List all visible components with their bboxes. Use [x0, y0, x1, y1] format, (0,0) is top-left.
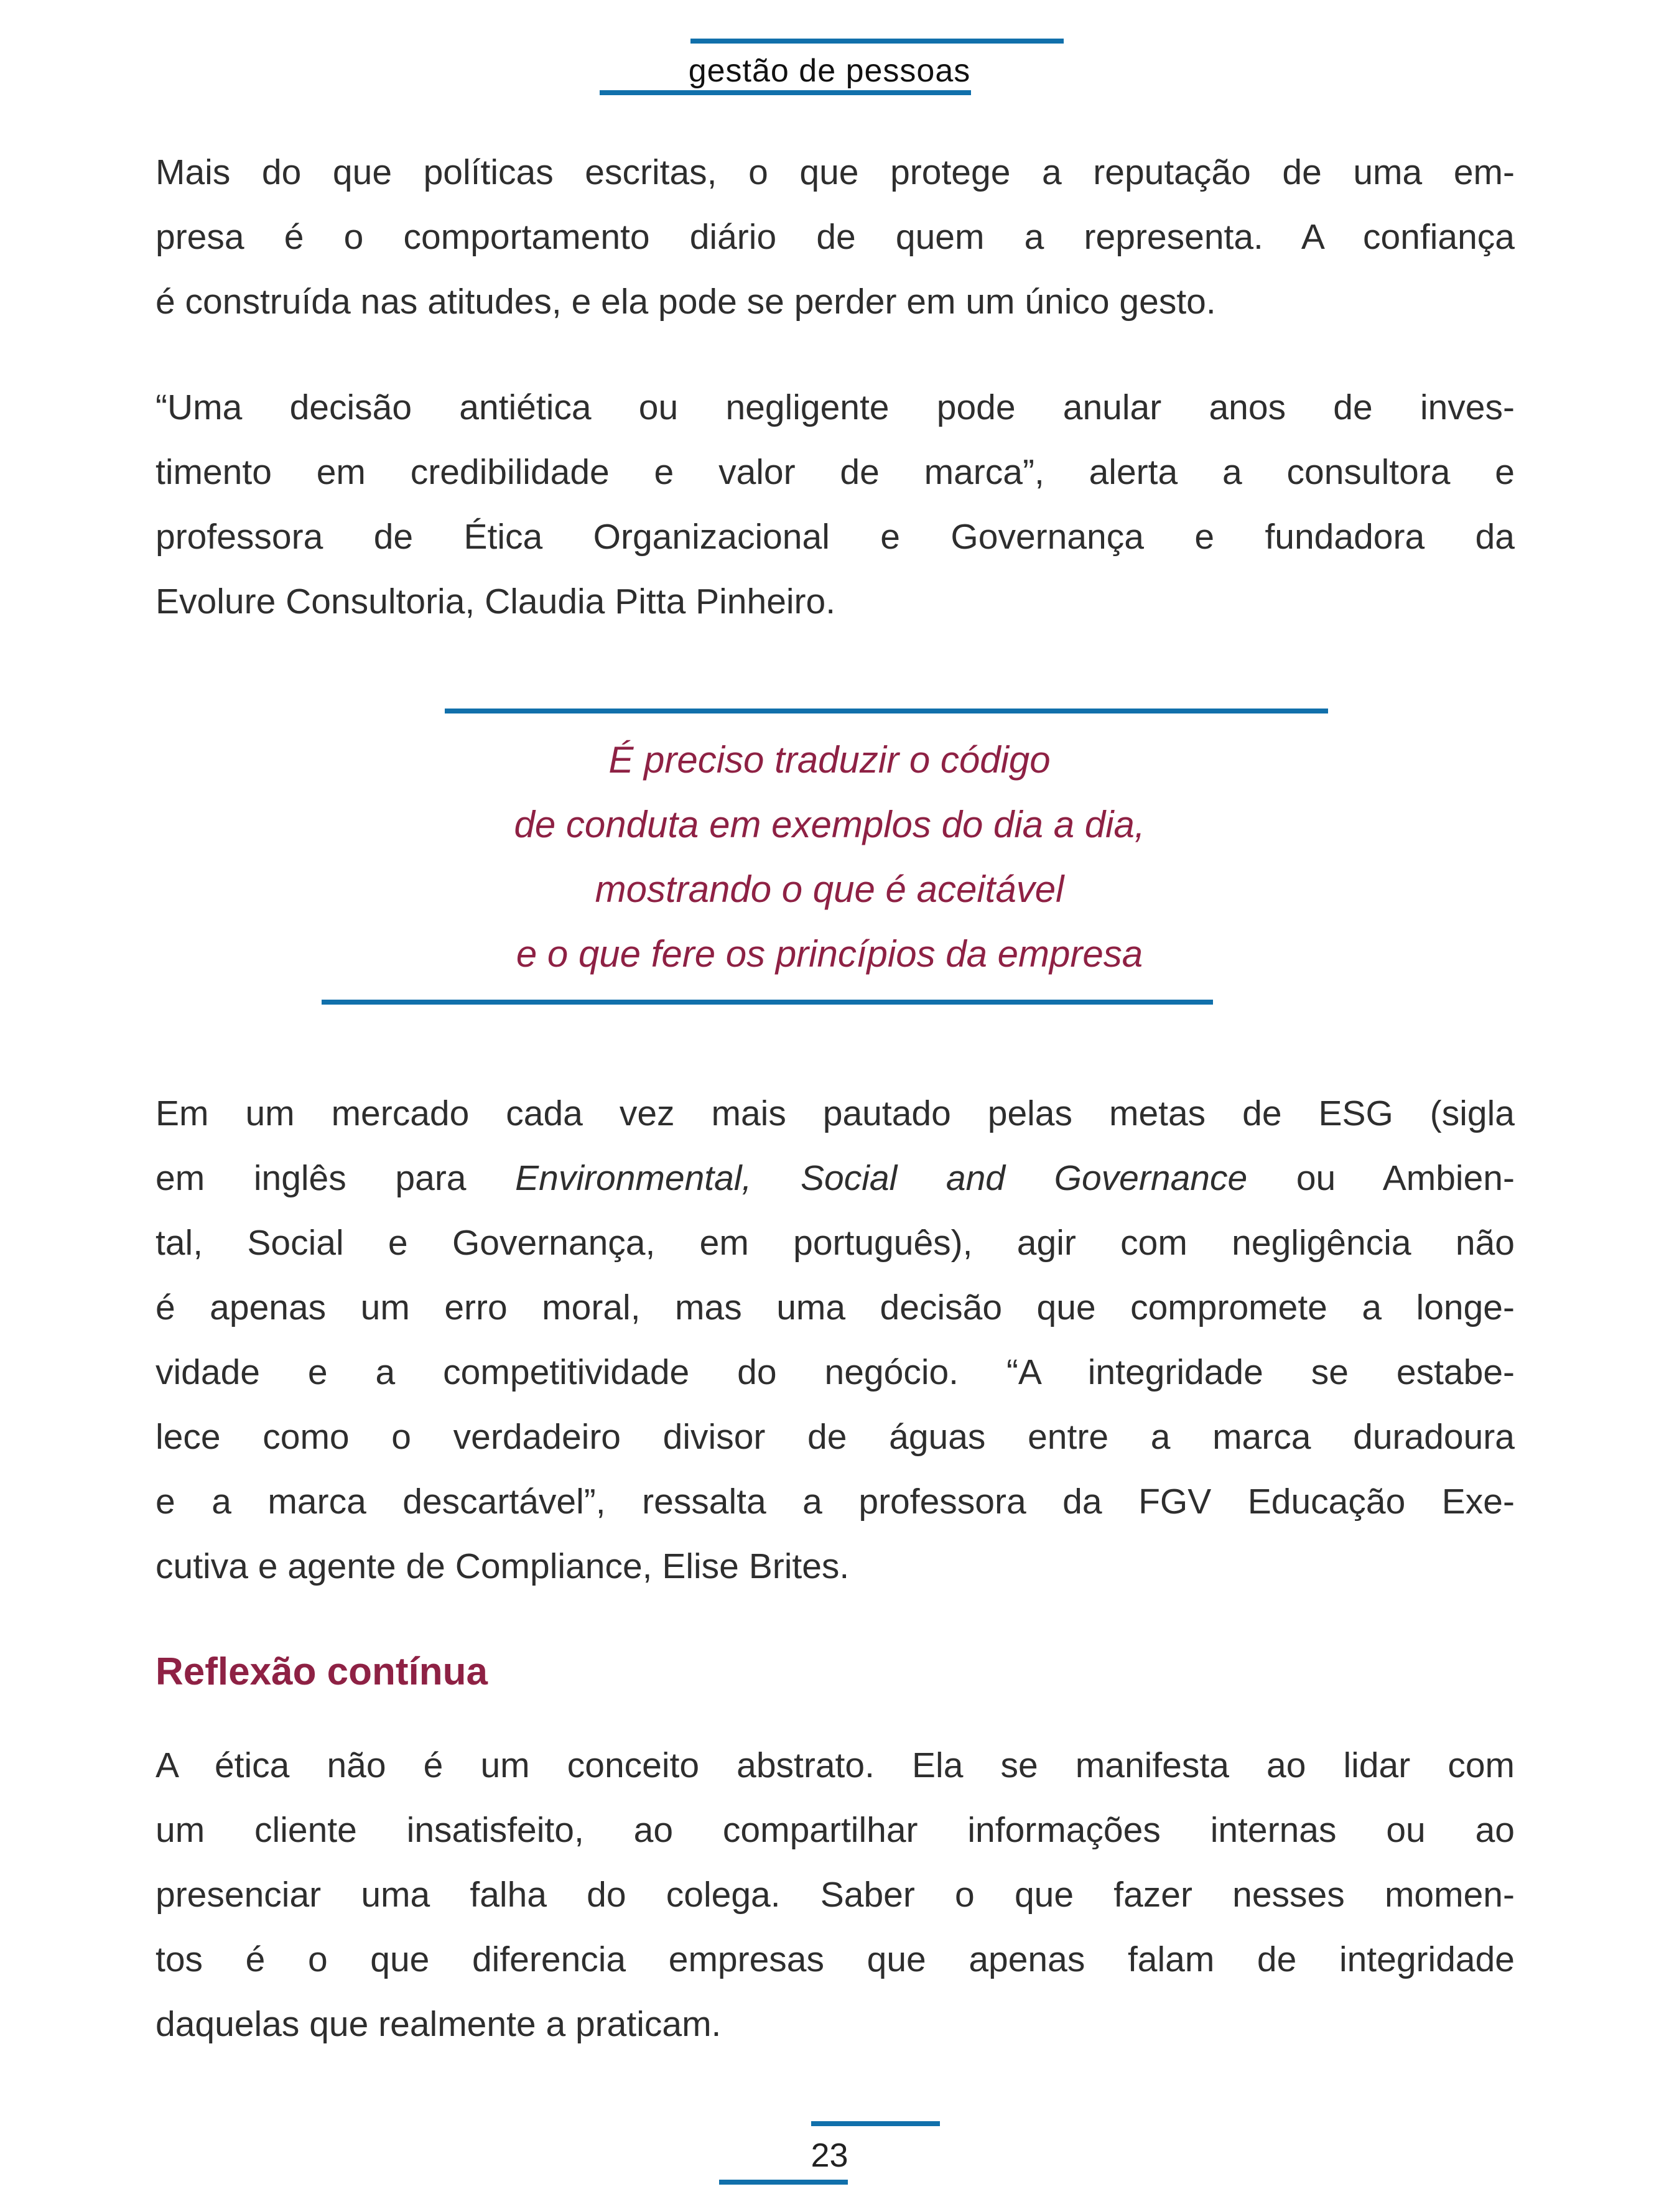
text-line: presenciar uma falha do colega. Saber o que fazer nesses momen-: [156, 1875, 1515, 1915]
paragraph-3: [156, 1081, 1515, 1599]
pull-quote-rule-bottom: [322, 1000, 1213, 1005]
text-line: Mais do que políticas escritas, o que protege a reputação de uma em-: [156, 152, 1515, 192]
text-line: Evolure Consultoria, Claudia Pitta Pinheiro.: [156, 582, 836, 621]
text-line: Em um mercado cada vez mais pautado pelas metas de ESG (sigla: [156, 1094, 1515, 1133]
text-line: presa é o comportamento diário de quem a representa. A confiança: [156, 217, 1515, 257]
paragraph-1: [156, 140, 1515, 334]
text-line: é construída nas atitudes, e ela pode se perder em um único gesto.: [156, 282, 1216, 322]
text-line: A ética não é um conceito abstrato. Ela se manifesta ao lidar com: [156, 1745, 1515, 1785]
text-line: timento em credibilidade e valor de marca”, alerta a consultora e: [156, 452, 1515, 492]
text-line: é apenas um erro moral, mas uma decisão que compromete a longe-: [156, 1288, 1515, 1327]
text-line: e o que fere os princípios da empresa: [516, 933, 1143, 975]
text-line: daquelas que realmente a praticam.: [156, 2004, 722, 2044]
header-rule-top: [690, 39, 1064, 44]
text-line: “Uma decisão antiética ou negligente pode anular anos de inves-: [156, 388, 1515, 427]
paragraph-2: [156, 375, 1515, 634]
section-heading: Reflexão contínua: [156, 1650, 488, 1693]
text-line: um cliente insatisfeito, ao compartilhar informações internas ou ao: [156, 1810, 1515, 1850]
text-line: em inglês para Environmental, Social and Governance ou Ambien-: [156, 1158, 1515, 1198]
paragraph-4: [156, 1733, 1515, 2056]
text-line: tal, Social e Governança, em português), agir com negligência não: [156, 1223, 1515, 1263]
text-line: É preciso traduzir o código: [608, 739, 1051, 781]
text-line: cutiva e agente de Compliance, Elise Brites.: [156, 1546, 850, 1586]
page-number: 23: [811, 2137, 848, 2174]
text-line: de conduta em exemplos do dia a dia,: [514, 804, 1145, 845]
text-line: lece como o verdadeiro divisor de águas entre a marca duradoura: [156, 1417, 1515, 1457]
text-line: vidade e a competitividade do negócio. “A integridade se estabe-: [156, 1352, 1515, 1392]
pull-quote-rule-top: [445, 709, 1328, 713]
section-label: gestão de pessoas: [688, 53, 971, 89]
footer-rule-top: [811, 2121, 940, 2126]
text-line: tos é o que diferencia empresas que apenas falam de integridade: [156, 1940, 1515, 1979]
footer-rule-bottom: [719, 2180, 848, 2185]
text-line: professora de Ética Organizacional e Governança e fundadora da: [156, 517, 1515, 557]
text-line: mostrando o que é aceitável: [595, 868, 1064, 910]
text-line: e a marca descartável”, ressalta a professora da FGV Educação Exe-: [156, 1482, 1515, 1522]
pull-quote: [0, 728, 1659, 987]
header-rule-bottom: [600, 90, 971, 95]
